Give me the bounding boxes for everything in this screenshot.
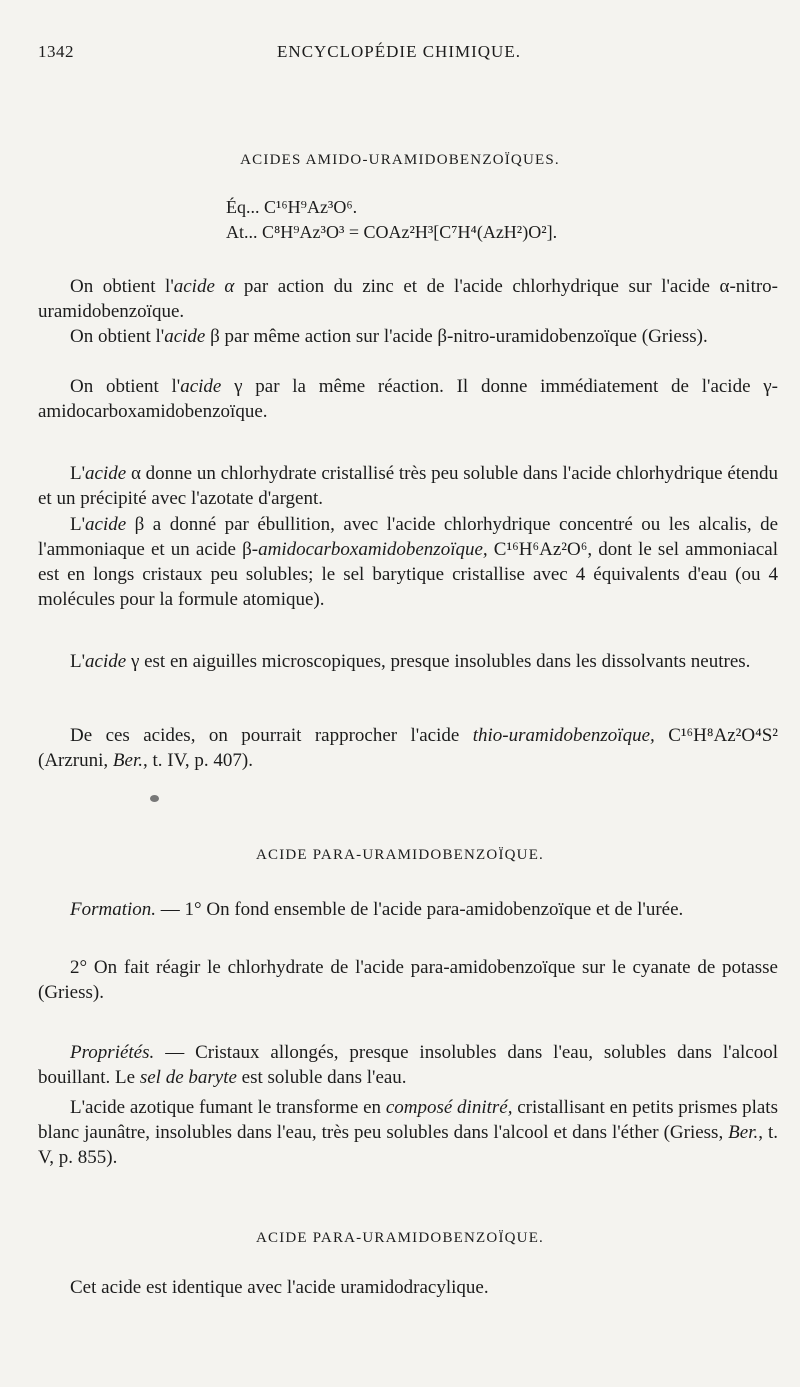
paragraph-acide-alpha-obtention: On obtient l'acide α par action du zinc et de l'acide chlorhydrique sur l'acide α-nitro-uramidobenzoïque. [38, 276, 779, 322]
section-title-amido-uramidobenzoiques: ACIDES AMIDO-URAMIDOBENZOÏQUES. [240, 152, 560, 168]
paragraph-thio-uramidobenzoique: De ces acides, on pourrait rapprocher l'acide thio-uramidobenzoïque, C¹⁶H⁸Az²O⁴S² (Arzruni, Ber., t. IV, p. 407). [38, 725, 778, 771]
running-title: ENCYCLOPÉDIE CHIMIQUE. [277, 42, 521, 61]
paragraph-formation: Formation. — 1° On fond ensemble de l'acide para-amidobenzoïque et de l'urée. [70, 899, 684, 920]
paragraph-acide-gamma-obtention: On obtient l'acide γ par la même réaction. Il donne immédiatement de l'acide γ-amidocarboxamidobenzoïque. [38, 376, 778, 422]
ink-speck [150, 795, 159, 802]
paragraph-formation-2: 2° On fait réagir le chlorhydrate de l'acide para-amidobenzoïque sur le cyanate de potasse (Griess). [38, 957, 778, 1003]
section-title-para-uramidobenzoique-2: ACIDE PARA-URAMIDOBENZOÏQUE. [255, 1230, 545, 1246]
paragraph-acide-gamma-proprietes: L'acide γ est en aiguilles microscopiques, presque insolubles dans les dissolvants neutres. [70, 651, 751, 672]
section-title-para-uramidobenzoique: ACIDE PARA-URAMIDOBENZOÏQUE. [255, 847, 545, 863]
paragraph-acide-alpha-proprietes: L'acide α donne un chlorhydrate cristallisé très peu soluble dans l'acide chlorhydrique étendu et un précipité avec l'azotate d'argent. [38, 463, 778, 509]
formula-equivalent: Éq... C¹⁶H⁹Az³O⁶. [226, 197, 358, 217]
paragraph-compose-dinitre: L'acide azotique fumant le transforme en composé dinitré, cristallisant en petits prismes plats blanc jaunâtre, insolubles dans l'eau, très peu solubles dans l'alcool et dans l'éther (Griess, Ber., t. V, p. 855). [38, 1097, 778, 1168]
proprietes-label: Propriétés. [70, 1042, 155, 1063]
paragraph-proprietes: Propriétés. — Cristaux allongés, presque insolubles dans l'eau, solubles dans l'alcool bouillant. Le sel de baryte est soluble dans l'eau. [38, 1042, 778, 1088]
page-number: 1342 [38, 42, 74, 61]
paragraph-identique: Cet acide est identique avec l'acide uramidodracylique. [70, 1277, 489, 1298]
formula-atomic: At... C⁸H⁹Az³O³ = COAz²H³[C⁷H⁴(AzH²)O²]. [226, 222, 558, 242]
formation-label: Formation. [70, 899, 157, 920]
paragraph-acide-beta-obtention: On obtient l'acide β par même action sur l'acide β-nitro-uramidobenzoïque (Griess). [70, 326, 708, 347]
paragraph-acide-beta-proprietes: L'acide β a donné par ébullition, avec l'acide chlorhydrique concentré ou les alcalis, de l'ammoniaque et un acide β-amidocarboxamidobenzoïque, C¹⁶H⁶Az²O⁶, dont le sel ammoniacal est en longs cristaux peu solubles; le sel barytique cristallise avec 4 équivalents d'eau (ou 4 molécules pour la formule atomique). [38, 514, 778, 610]
